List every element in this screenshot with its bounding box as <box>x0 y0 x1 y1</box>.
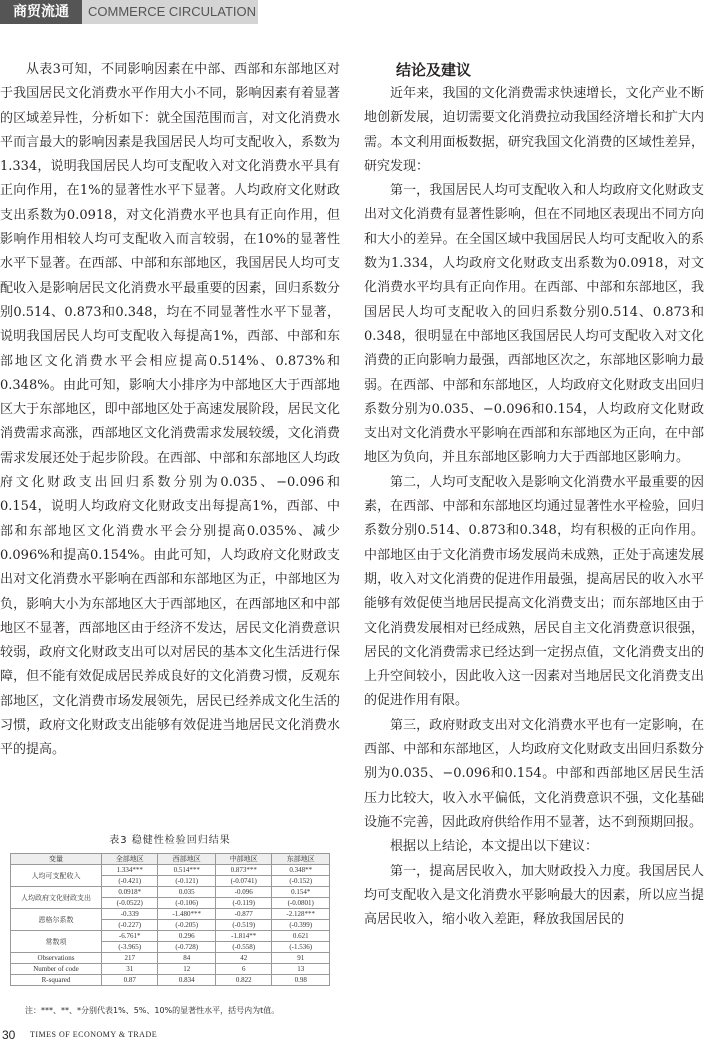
table-cell: 0.0918* <box>102 887 158 898</box>
body-paragraph: 从表3可知，不同影响因素在中部、西部和东部地区对于我国居民文化消费水平作用大小不同，影响因素有着显著的区域差异性，分析如下：就全国范围而言，对文化消费水平而言最大的影响因素是我国居民人均可支配收入，系数为1.334，说明我国居民人均可支配收入对文化消费水平具有正向作用，在1%的显著性水平下显著。人均政府文化财政支出系数为0.0918，对文化消费水平也具有正向作用，但影响作用相较人均可支配收入而言较弱，在10%的显著性水平下显著。在西部、中部和东部地区，我国居民人均可支配收入是影响居民文化消费水平最重要的因素，回归系数分别0.514、0.873和0.348，均在不同显著性水平下显著，说明我国居民人均可支配收入每提高1%，西部、中部和东部地区文化消费水平会相应提高0.514%、0.873%和0.348%。由此可知，影响大小排序为中部地区大于西部地区大于东部地区，即中部地区处于高速发展阶段，居民文化消费需求高涨，西部地区文化消费需求发展较缓，文化消费需求发展还处于起步阶段。在西部、中部和东部地区人均政府文化财政支出回归系数分别为0.035、−0.096和0.154，说明人均政府文化财政支出每提高1%，西部、中部和东部地区文化消费水平会分别提高0.035%、减少0.096%和提高0.154%。由此可知，人均政府文化财政支出对文化消费水平影响在西部和东部地区为正，中部地区为负，影响大小为东部地区大于西部地区，在西部地区和中部地区不显著，西部地区由于经济不发达，居民文化消费意识较弱，政府文化财政支出可以对居民的基本文化生活进行保障，但不能有效促成居民养成良好的文化消费习惯，反观东部地区，文化消费市场发展领先，居民已经养成文化生活的习惯，政府文化财政支出能够有效促进当地居民文化消费水平的提高。 <box>0 62 340 758</box>
table-cell: (-3.965) <box>102 942 158 953</box>
journal-name: TIMES OF ECONOMY & TRADE <box>30 1030 158 1039</box>
table-row <box>11 931 330 942</box>
section-title: 商贸流通 <box>0 0 82 24</box>
table-cell: -1.480*** <box>158 909 216 920</box>
body-paragraph: 根据以上结论，本文提出以下建议： <box>390 839 599 855</box>
page-header <box>0 0 705 24</box>
row-label: 人均可支配收入 <box>11 865 102 887</box>
table-cell: (-0.399) <box>272 920 330 931</box>
body-paragraph: 第一，我国居民人均可支配收入和人均政府文化财政支出对文化消费有显著性影响，但在不同地区表现出不同方向和大小的差异。在全国区域中我国居民人均可支配收入的系数为1.334，人均政府文化财政支出系数为0.0918，对文化消费水平均具有正向作用。在西部、中部和东部地区，我国居民人均可支配收入的回归系数分别0.514、0.873和0.348，很明显在中部地区我国居民人均可支配收入对文化消费的正向影响力最强，西部地区次之，东部地区影响力最弱。在西部、中部和东部地区，人均政府文化财政支出回归系数分别为0.035、−0.096和0.154，人均政府文化财政支出对文化消费水平影响在西部和东部地区为正向，在中部地区为负向，并且东部地区影响力大于西部地区影响力。 <box>364 183 704 466</box>
left-column <box>0 58 340 763</box>
regression-table <box>10 853 330 986</box>
table-cell: 0.348** <box>272 865 330 876</box>
table-cell: -2.128*** <box>272 909 330 920</box>
table-cell: -6.761* <box>102 931 158 942</box>
table-cell: (-0.205) <box>158 920 216 931</box>
table-cell: 42 <box>215 953 271 964</box>
table-cell: 0.514*** <box>158 865 216 876</box>
table-cell: 0.296 <box>158 931 216 942</box>
table-cell: 13 <box>272 964 330 975</box>
right-column <box>364 58 704 932</box>
table-cell: 6 <box>215 964 271 975</box>
row-label: 人均政府文化财政支出 <box>11 887 102 909</box>
table-cell: -0.339 <box>102 909 158 920</box>
row-label: R-squared <box>11 975 102 986</box>
table-row <box>11 865 330 876</box>
body-paragraph: 第一，提高居民收入，加大财政投入力度。我国居民人均可支配收入是文化消费水平影响最大的因素，所以应当提高居民收入，缩小收入差距，释放我国居民的 <box>364 863 704 928</box>
table-row <box>11 964 330 975</box>
table-cell: 0.621 <box>272 931 330 942</box>
table-cell: (-0.119) <box>215 898 271 909</box>
table-cell: -0.096 <box>215 887 271 898</box>
column-header: 东部地区 <box>272 854 330 865</box>
table-cell: (-0.152) <box>272 876 330 887</box>
table-cell: 31 <box>102 964 158 975</box>
table-row <box>11 909 330 920</box>
row-label: Number of code <box>11 964 102 975</box>
column-header: 中部地区 <box>215 854 271 865</box>
table-cell: 0.87 <box>102 975 158 986</box>
table-cell: -0.877 <box>215 909 271 920</box>
table-cell: (-0.519) <box>215 920 271 931</box>
table-cell: 91 <box>272 953 330 964</box>
row-label: 恩格尔系数 <box>11 909 102 931</box>
table-cell: 0.822 <box>215 975 271 986</box>
section-title-english: COMMERCE CIRCULATION <box>82 0 258 24</box>
table-cell: (-0.0801) <box>272 898 330 909</box>
section-heading: 结论及建议 <box>396 61 472 79</box>
table-cell: 0.154* <box>272 887 330 898</box>
table-cell: (-0.0741) <box>215 876 271 887</box>
table-cell: 217 <box>102 953 158 964</box>
table-row <box>11 887 330 898</box>
column-header: 全部地区 <box>102 854 158 865</box>
body-paragraph: 第二，人均可支配收入是影响文化消费水平最重要的因素，在西部、中部和东部地区均通过显著性水平检验，回归系数分别0.514、0.873和0.348，均有积极的正向作用。中部地区由于文化消费市场发展尚未成熟，正处于高速发展期，收入对文化消费的促进作用最强，提高居民的收入水平能够有效促使当地居民提高文化消费支出；而东部地区由于文化消费发展相对已经成熟，居民自主文化消费意识很强，居民的文化消费需求已经达到一定拐点值，文化消费支出的上升空间较小，因此收入这一因素对当地居民文化消费支出的促进作用有限。 <box>364 474 704 709</box>
table-cell: 12 <box>158 964 216 975</box>
body-paragraph: 第三，政府财政支出对文化消费水平也有一定影响，在西部、中部和东部地区，人均政府文化财政支出回归系数分别为0.035、−0.096和0.154。中部和西部地区居民生活压力比较大，收入水平偏低，文化消费意识不强，文化基础设施不完善，因此政府供给作用不显著，达不到预期回报。 <box>364 717 704 830</box>
table-cell: 0.98 <box>272 975 330 986</box>
table-cell: 0.873*** <box>215 865 271 876</box>
row-label: 常数项 <box>11 931 102 953</box>
table-cell: (-0.0522) <box>102 898 158 909</box>
table-row <box>11 975 330 986</box>
table-cell: (-0.728) <box>158 942 216 953</box>
page-number: 30 <box>2 1028 16 1042</box>
table-note: 注：***、**、*分别代表1%、5%、10%的显著性水平，括号内为t值。 <box>25 1006 280 1015</box>
table-cell: 1.334*** <box>102 865 158 876</box>
table-header-row <box>11 854 330 865</box>
table-cell: (-0.106) <box>158 898 216 909</box>
body-paragraph: 近年来，我国的文化消费需求快速增长，文化产业不断地创新发展，迫切需要文化消费拉动我国经济增长和扩大内需。本文利用面板数据，研究我国文化消费的区域性差异，研究发现： <box>364 86 704 174</box>
table-cell: 0.035 <box>158 887 216 898</box>
column-header: 变量 <box>11 854 102 865</box>
table-cell: (-0.227) <box>102 920 158 931</box>
table-cell: (-0.121) <box>158 876 216 887</box>
table-cell: (-0.558) <box>215 942 271 953</box>
table-cell: 0.834 <box>158 975 216 986</box>
column-header: 西部地区 <box>158 854 216 865</box>
table-cell: (-1.536) <box>272 942 330 953</box>
row-label: Observations <box>11 953 102 964</box>
table-row <box>11 953 330 964</box>
table-title: 表3 稳健性检验回归结果 <box>109 835 231 846</box>
table-cell: 84 <box>158 953 216 964</box>
table-cell: (-0.421) <box>102 876 158 887</box>
table-cell: -1.814** <box>215 931 271 942</box>
